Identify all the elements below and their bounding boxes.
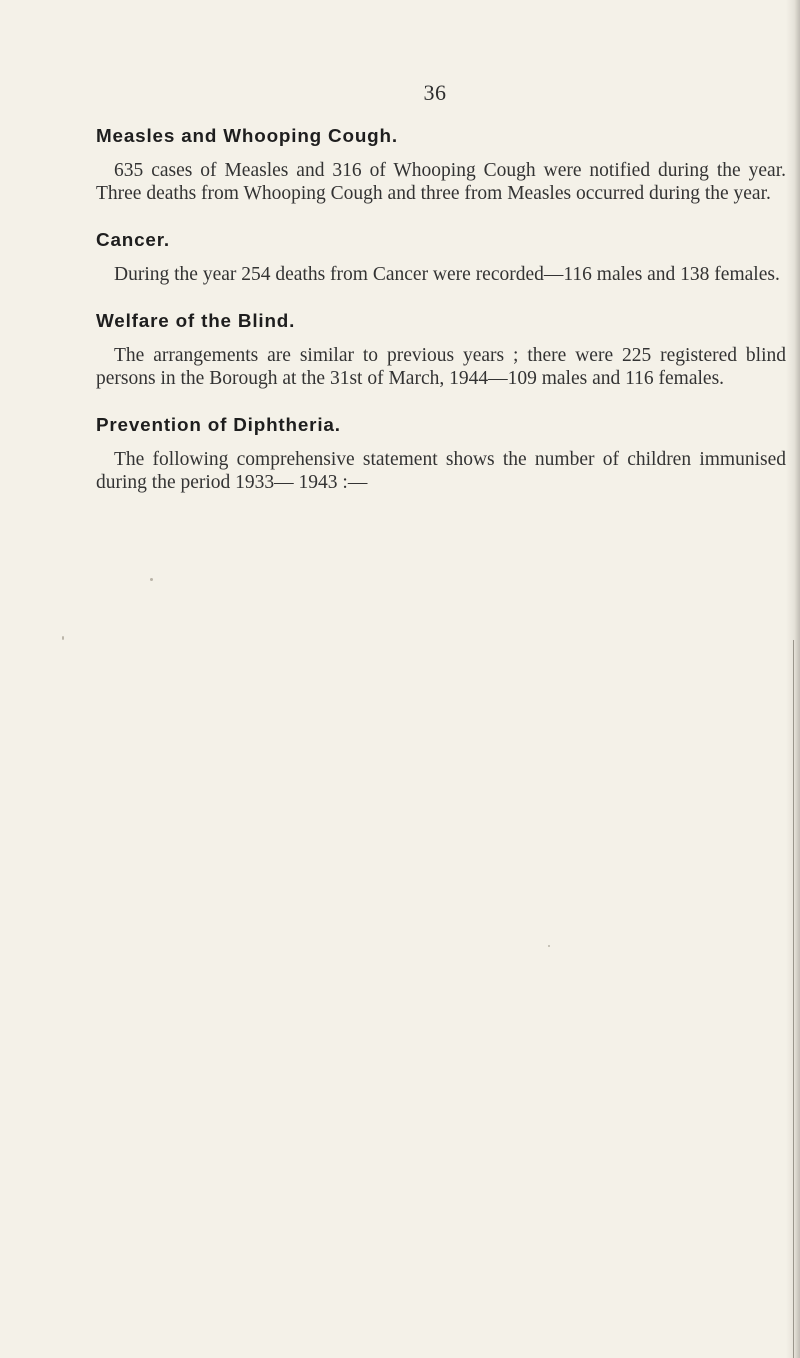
section-welfare-of-blind — [96, 310, 786, 390]
paper-speck — [548, 945, 550, 947]
page-number: 36 — [423, 80, 447, 105]
section-heading: Welfare of the Blind. — [96, 310, 296, 331]
section-heading: Cancer. — [96, 229, 170, 250]
section-paragraph: The following comprehensive statement shows the number of children immunised during the period 1933— 1943 :— — [96, 449, 786, 493]
paper-speck — [150, 578, 153, 581]
section-measles-whooping-cough — [96, 125, 786, 205]
page-edge-line — [793, 640, 794, 1358]
section-prevention-diphtheria — [96, 414, 786, 494]
page-content — [96, 125, 786, 494]
section-paragraph: 635 cases of Measles and 316 of Whooping Cough were notified during the year. Three deaths from Whooping Cough and three from Measles occurred during the year. — [96, 160, 786, 204]
section-paragraph: The arrangements are similar to previous years ; there were 225 registered blind persons in the Borough at the 31st of March, 1944—109 males and 116 females. — [96, 345, 786, 389]
section-cancer — [96, 229, 786, 286]
section-heading: Prevention of Diphtheria. — [96, 414, 341, 435]
section-heading: Measles and Whooping Cough. — [96, 125, 398, 146]
section-paragraph: During the year 254 deaths from Cancer were recorded—116 males and 138 females. — [114, 264, 780, 285]
paper-speck — [62, 636, 64, 640]
